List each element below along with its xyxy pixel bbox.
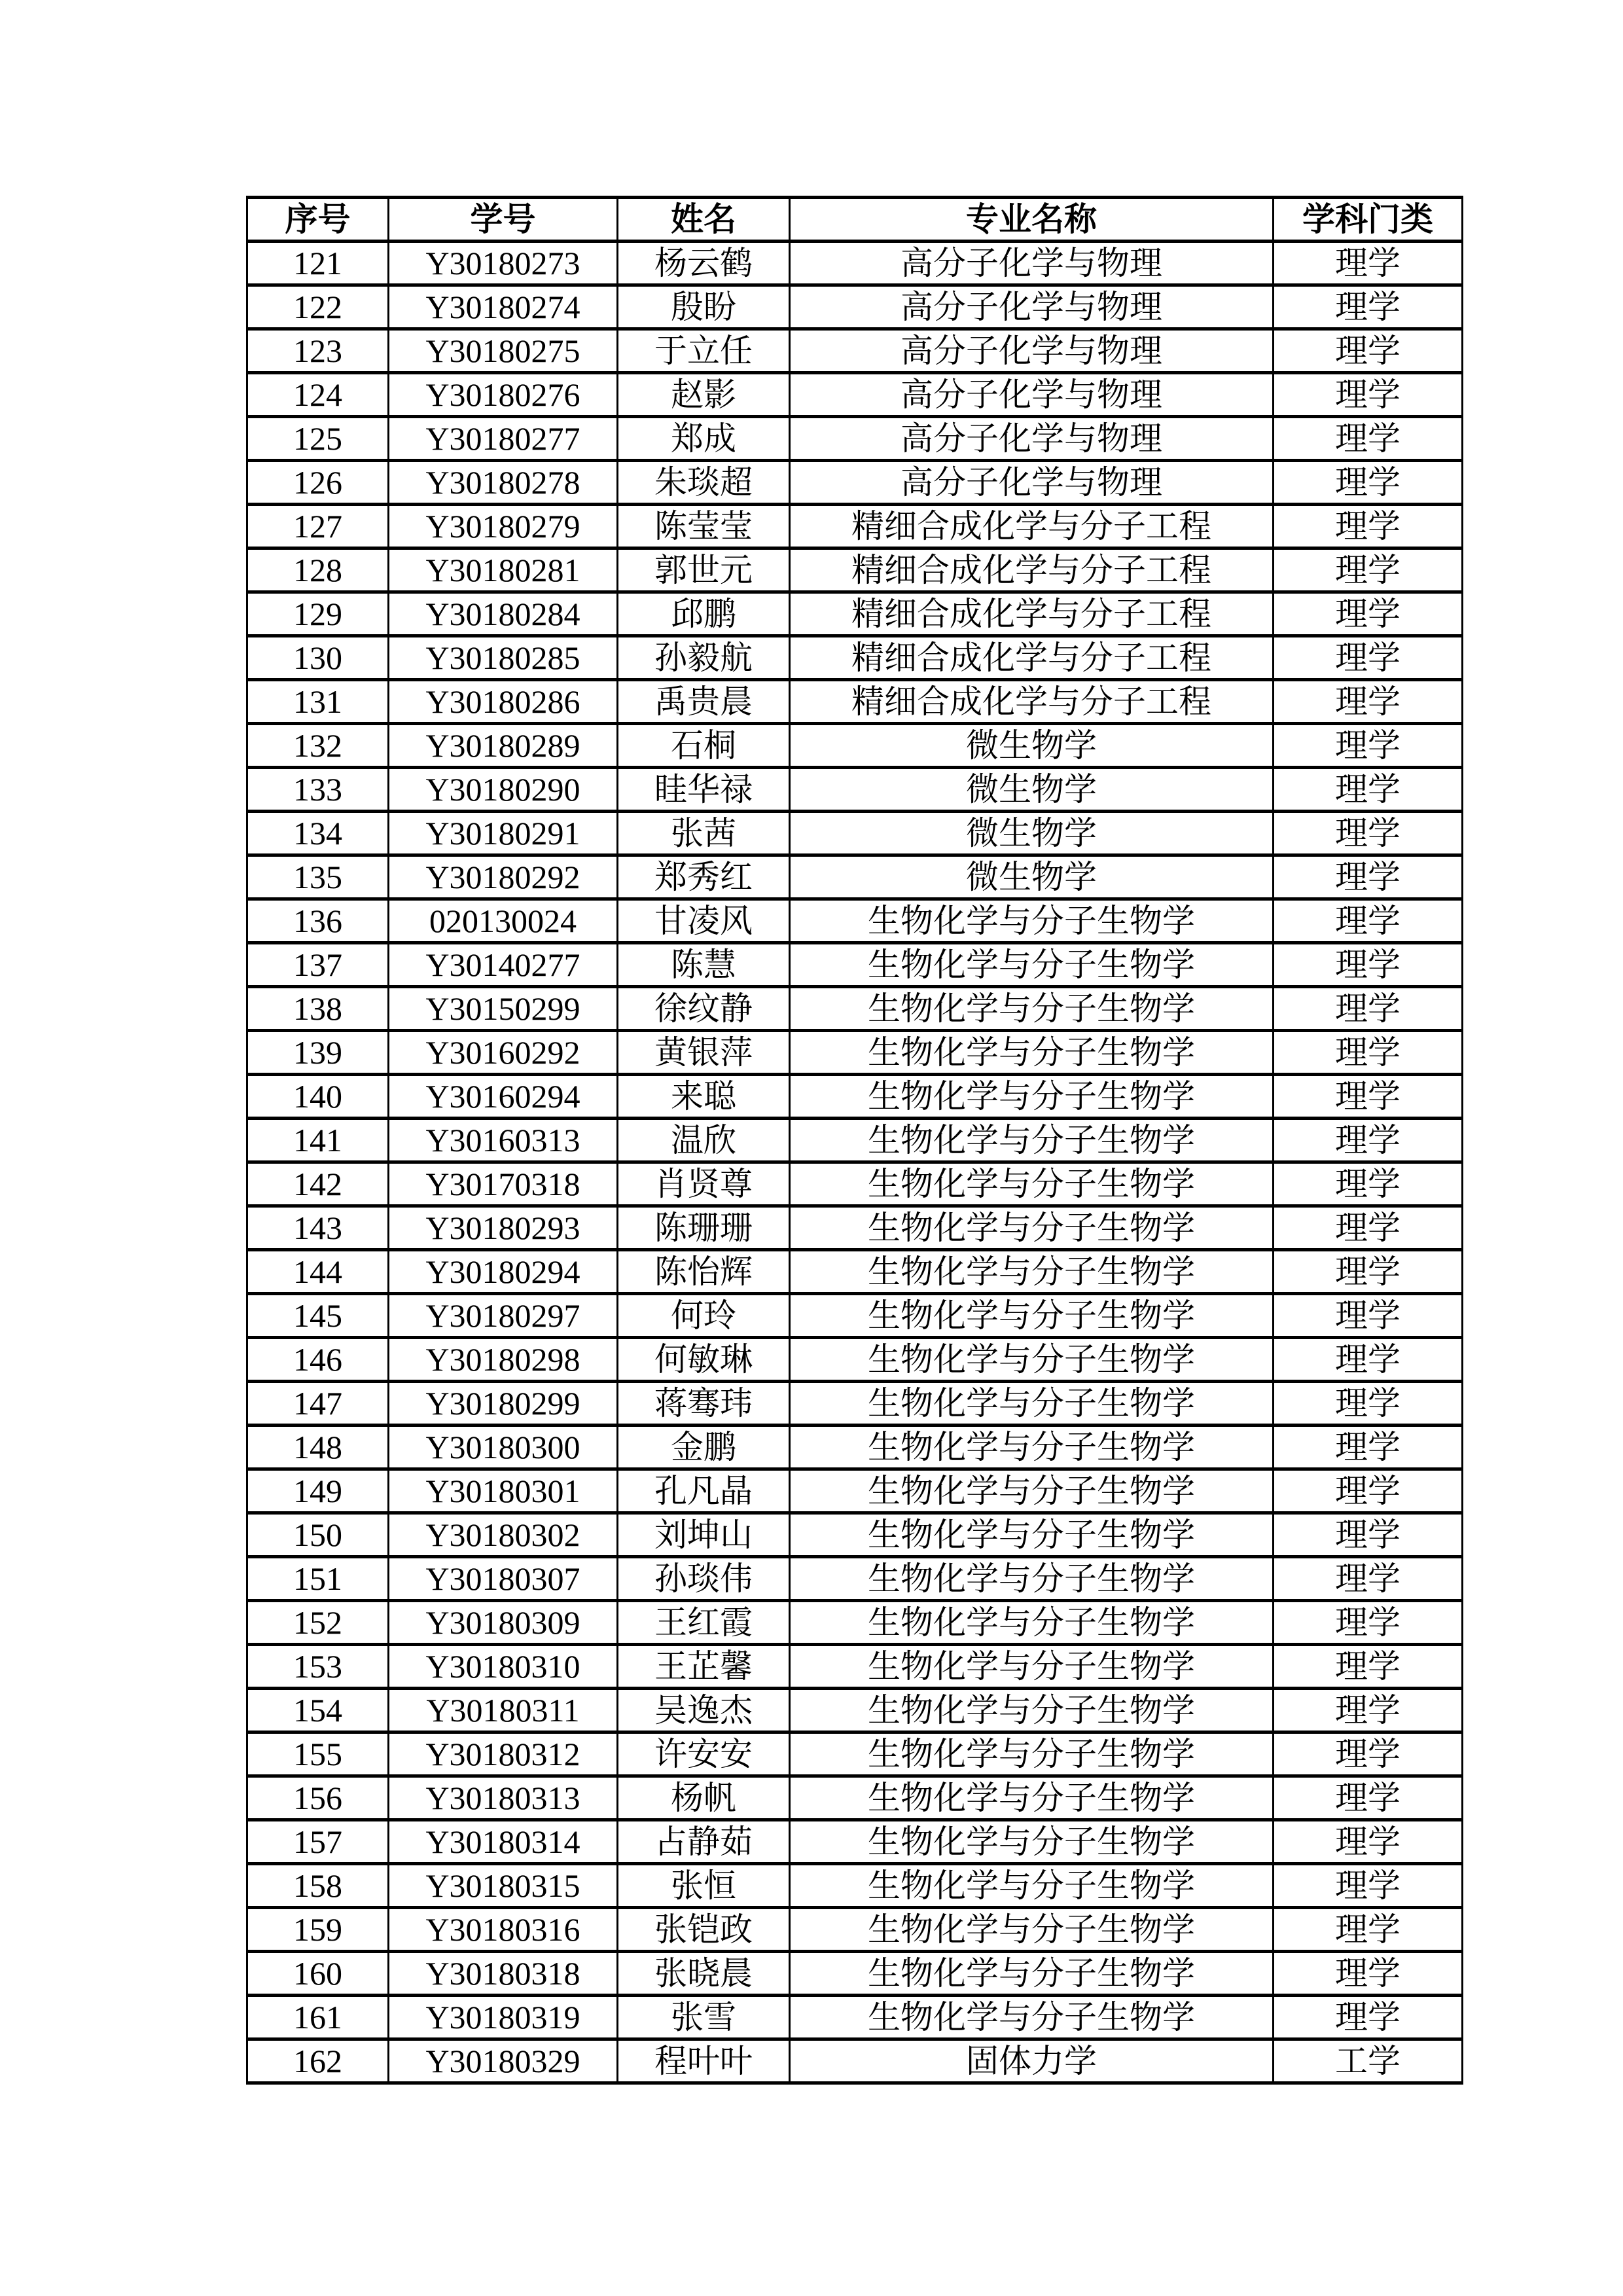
cell-name: 王红霞 bbox=[618, 1601, 790, 1645]
cell-student-id: Y30160292 bbox=[389, 1031, 618, 1075]
table-row bbox=[247, 329, 1463, 373]
table-row bbox=[247, 373, 1463, 417]
cell-name: 张晓晨 bbox=[618, 1952, 790, 1996]
table-row bbox=[247, 1294, 1463, 1338]
cell-index: 148 bbox=[247, 1426, 389, 1469]
table-row bbox=[247, 1250, 1463, 1294]
cell-index: 131 bbox=[247, 680, 389, 724]
cell-discipline: 理学 bbox=[1274, 1645, 1463, 1689]
cell-student-id: Y30180310 bbox=[389, 1645, 618, 1689]
table-row bbox=[247, 812, 1463, 855]
cell-index: 122 bbox=[247, 285, 389, 329]
cell-name: 孙琰伟 bbox=[618, 1557, 790, 1601]
table-row bbox=[247, 1996, 1463, 2039]
cell-student-id: Y30140277 bbox=[389, 943, 618, 987]
cell-student-id: Y30180275 bbox=[389, 329, 618, 373]
cell-index: 126 bbox=[247, 461, 389, 505]
cell-major: 精细合成化学与分子工程 bbox=[790, 592, 1274, 636]
table-row bbox=[247, 1119, 1463, 1162]
cell-name: 禹贵晨 bbox=[618, 680, 790, 724]
cell-discipline: 理学 bbox=[1274, 461, 1463, 505]
table-row bbox=[247, 724, 1463, 768]
cell-student-id: Y30180276 bbox=[389, 373, 618, 417]
cell-discipline: 理学 bbox=[1274, 1294, 1463, 1338]
cell-name: 赵影 bbox=[618, 373, 790, 417]
cell-major: 精细合成化学与分子工程 bbox=[790, 505, 1274, 548]
cell-discipline: 理学 bbox=[1274, 1206, 1463, 1250]
col-header-student-id: 学号 bbox=[389, 198, 618, 242]
cell-discipline: 理学 bbox=[1274, 417, 1463, 461]
cell-name: 徐纹静 bbox=[618, 987, 790, 1031]
cell-student-id: Y30180273 bbox=[389, 242, 618, 285]
table-row bbox=[247, 1206, 1463, 1250]
cell-student-id: Y30180274 bbox=[389, 285, 618, 329]
table-row bbox=[247, 636, 1463, 680]
cell-index: 137 bbox=[247, 943, 389, 987]
cell-name: 于立任 bbox=[618, 329, 790, 373]
cell-index: 143 bbox=[247, 1206, 389, 1250]
cell-discipline: 理学 bbox=[1274, 1513, 1463, 1557]
cell-student-id: Y30180329 bbox=[389, 2039, 618, 2083]
cell-index: 128 bbox=[247, 548, 389, 592]
cell-major: 生物化学与分子生物学 bbox=[790, 1031, 1274, 1075]
cell-student-id: Y30180300 bbox=[389, 1426, 618, 1469]
cell-discipline: 理学 bbox=[1274, 680, 1463, 724]
cell-name: 殷盼 bbox=[618, 285, 790, 329]
cell-student-id: Y30180298 bbox=[389, 1338, 618, 1382]
table-row bbox=[247, 1645, 1463, 1689]
cell-major: 微生物学 bbox=[790, 724, 1274, 768]
cell-index: 150 bbox=[247, 1513, 389, 1557]
cell-name: 肖贤尊 bbox=[618, 1162, 790, 1206]
cell-name: 占静茹 bbox=[618, 1820, 790, 1864]
cell-index: 151 bbox=[247, 1557, 389, 1601]
table-row bbox=[247, 899, 1463, 943]
cell-major: 生物化学与分子生物学 bbox=[790, 1162, 1274, 1206]
cell-discipline: 理学 bbox=[1274, 899, 1463, 943]
cell-discipline: 理学 bbox=[1274, 812, 1463, 855]
col-header-discipline: 学科门类 bbox=[1274, 198, 1463, 242]
table-row bbox=[247, 1908, 1463, 1952]
cell-name: 刘坤山 bbox=[618, 1513, 790, 1557]
cell-name: 邱鹏 bbox=[618, 592, 790, 636]
header-row bbox=[247, 198, 1463, 242]
table-row bbox=[247, 1952, 1463, 1996]
cell-major: 生物化学与分子生物学 bbox=[790, 1645, 1274, 1689]
cell-student-id: Y30180301 bbox=[389, 1469, 618, 1513]
cell-student-id: Y30180292 bbox=[389, 855, 618, 899]
cell-discipline: 理学 bbox=[1274, 1426, 1463, 1469]
student-table bbox=[246, 196, 1463, 2085]
cell-name: 张铠政 bbox=[618, 1908, 790, 1952]
cell-discipline: 工学 bbox=[1274, 2039, 1463, 2083]
cell-student-id: Y30180297 bbox=[389, 1294, 618, 1338]
cell-name: 石桐 bbox=[618, 724, 790, 768]
cell-student-id: Y30180291 bbox=[389, 812, 618, 855]
cell-student-id: Y30180285 bbox=[389, 636, 618, 680]
cell-index: 124 bbox=[247, 373, 389, 417]
cell-index: 145 bbox=[247, 1294, 389, 1338]
cell-major: 生物化学与分子生物学 bbox=[790, 1206, 1274, 1250]
cell-index: 142 bbox=[247, 1162, 389, 1206]
cell-student-id: Y30180293 bbox=[389, 1206, 618, 1250]
cell-major: 高分子化学与物理 bbox=[790, 329, 1274, 373]
cell-major: 生物化学与分子生物学 bbox=[790, 1776, 1274, 1820]
cell-major: 生物化学与分子生物学 bbox=[790, 1908, 1274, 1952]
table-row bbox=[247, 417, 1463, 461]
cell-student-id: Y30150299 bbox=[389, 987, 618, 1031]
cell-index: 152 bbox=[247, 1601, 389, 1645]
cell-discipline: 理学 bbox=[1274, 855, 1463, 899]
cell-name: 杨云鹤 bbox=[618, 242, 790, 285]
cell-name: 何敏琳 bbox=[618, 1338, 790, 1382]
cell-index: 130 bbox=[247, 636, 389, 680]
cell-major: 生物化学与分子生物学 bbox=[790, 1557, 1274, 1601]
cell-major: 生物化学与分子生物学 bbox=[790, 1601, 1274, 1645]
table-row bbox=[247, 592, 1463, 636]
cell-discipline: 理学 bbox=[1274, 1075, 1463, 1119]
cell-discipline: 理学 bbox=[1274, 1031, 1463, 1075]
table-row bbox=[247, 768, 1463, 812]
cell-index: 160 bbox=[247, 1952, 389, 1996]
cell-major: 微生物学 bbox=[790, 812, 1274, 855]
table-row bbox=[247, 1513, 1463, 1557]
cell-index: 155 bbox=[247, 1732, 389, 1776]
cell-discipline: 理学 bbox=[1274, 1119, 1463, 1162]
cell-discipline: 理学 bbox=[1274, 1776, 1463, 1820]
cell-major: 微生物学 bbox=[790, 855, 1274, 899]
cell-discipline: 理学 bbox=[1274, 987, 1463, 1031]
cell-major: 生物化学与分子生物学 bbox=[790, 1864, 1274, 1908]
cell-major: 精细合成化学与分子工程 bbox=[790, 636, 1274, 680]
cell-student-id: Y30180312 bbox=[389, 1732, 618, 1776]
cell-student-id: Y30160294 bbox=[389, 1075, 618, 1119]
cell-discipline: 理学 bbox=[1274, 724, 1463, 768]
table-row bbox=[247, 1864, 1463, 1908]
cell-name: 蒋骞玮 bbox=[618, 1382, 790, 1426]
cell-discipline: 理学 bbox=[1274, 943, 1463, 987]
cell-name: 张茜 bbox=[618, 812, 790, 855]
cell-student-id: Y30180279 bbox=[389, 505, 618, 548]
cell-name: 孙毅航 bbox=[618, 636, 790, 680]
cell-major: 生物化学与分子生物学 bbox=[790, 1996, 1274, 2039]
cell-discipline: 理学 bbox=[1274, 1996, 1463, 2039]
cell-name: 甘凌风 bbox=[618, 899, 790, 943]
cell-index: 141 bbox=[247, 1119, 389, 1162]
cell-major: 高分子化学与物理 bbox=[790, 373, 1274, 417]
cell-index: 133 bbox=[247, 768, 389, 812]
cell-student-id: Y30180318 bbox=[389, 1952, 618, 1996]
cell-major: 固体力学 bbox=[790, 2039, 1274, 2083]
cell-name: 眭华禄 bbox=[618, 768, 790, 812]
cell-student-id: Y30180316 bbox=[389, 1908, 618, 1952]
cell-index: 129 bbox=[247, 592, 389, 636]
cell-name: 郑成 bbox=[618, 417, 790, 461]
cell-major: 生物化学与分子生物学 bbox=[790, 1513, 1274, 1557]
table-row bbox=[247, 1776, 1463, 1820]
student-table-header bbox=[247, 198, 1463, 242]
cell-major: 生物化学与分子生物学 bbox=[790, 1382, 1274, 1426]
cell-major: 生物化学与分子生物学 bbox=[790, 1820, 1274, 1864]
cell-discipline: 理学 bbox=[1274, 373, 1463, 417]
table-row bbox=[247, 285, 1463, 329]
table-row bbox=[247, 1338, 1463, 1382]
table-row bbox=[247, 987, 1463, 1031]
cell-index: 135 bbox=[247, 855, 389, 899]
cell-major: 生物化学与分子生物学 bbox=[790, 1294, 1274, 1338]
cell-major: 生物化学与分子生物学 bbox=[790, 1250, 1274, 1294]
cell-discipline: 理学 bbox=[1274, 242, 1463, 285]
cell-name: 郑秀红 bbox=[618, 855, 790, 899]
cell-index: 157 bbox=[247, 1820, 389, 1864]
cell-name: 何玲 bbox=[618, 1294, 790, 1338]
cell-name: 朱琰超 bbox=[618, 461, 790, 505]
cell-index: 144 bbox=[247, 1250, 389, 1294]
cell-discipline: 理学 bbox=[1274, 1908, 1463, 1952]
table-row bbox=[247, 1601, 1463, 1645]
cell-student-id: Y30180302 bbox=[389, 1513, 618, 1557]
cell-student-id: Y30180309 bbox=[389, 1601, 618, 1645]
table-row bbox=[247, 1557, 1463, 1601]
cell-major: 高分子化学与物理 bbox=[790, 461, 1274, 505]
cell-index: 147 bbox=[247, 1382, 389, 1426]
cell-major: 微生物学 bbox=[790, 768, 1274, 812]
cell-major: 精细合成化学与分子工程 bbox=[790, 548, 1274, 592]
cell-index: 127 bbox=[247, 505, 389, 548]
cell-discipline: 理学 bbox=[1274, 1864, 1463, 1908]
cell-name: 来聪 bbox=[618, 1075, 790, 1119]
col-header-name: 姓名 bbox=[618, 198, 790, 242]
cell-index: 125 bbox=[247, 417, 389, 461]
cell-discipline: 理学 bbox=[1274, 1689, 1463, 1732]
cell-major: 生物化学与分子生物学 bbox=[790, 899, 1274, 943]
cell-name: 杨帆 bbox=[618, 1776, 790, 1820]
cell-name: 王芷馨 bbox=[618, 1645, 790, 1689]
table-row bbox=[247, 1469, 1463, 1513]
cell-major: 生物化学与分子生物学 bbox=[790, 943, 1274, 987]
cell-major: 生物化学与分子生物学 bbox=[790, 1338, 1274, 1382]
cell-student-id: Y30180311 bbox=[389, 1689, 618, 1732]
cell-name: 张雪 bbox=[618, 1996, 790, 2039]
cell-student-id: Y30180281 bbox=[389, 548, 618, 592]
cell-index: 162 bbox=[247, 2039, 389, 2083]
cell-index: 123 bbox=[247, 329, 389, 373]
cell-discipline: 理学 bbox=[1274, 505, 1463, 548]
cell-student-id: Y30180299 bbox=[389, 1382, 618, 1426]
cell-index: 134 bbox=[247, 812, 389, 855]
cell-student-id: Y30180286 bbox=[389, 680, 618, 724]
table-row bbox=[247, 1820, 1463, 1864]
table-row bbox=[247, 1075, 1463, 1119]
cell-student-id: Y30180289 bbox=[389, 724, 618, 768]
cell-name: 郭世元 bbox=[618, 548, 790, 592]
cell-name: 陈莹莹 bbox=[618, 505, 790, 548]
cell-student-id: Y30180319 bbox=[389, 1996, 618, 2039]
cell-major: 生物化学与分子生物学 bbox=[790, 1952, 1274, 1996]
cell-student-id: Y30180294 bbox=[389, 1250, 618, 1294]
col-header-index: 序号 bbox=[247, 198, 389, 242]
cell-major: 生物化学与分子生物学 bbox=[790, 1426, 1274, 1469]
cell-index: 136 bbox=[247, 899, 389, 943]
cell-discipline: 理学 bbox=[1274, 1732, 1463, 1776]
cell-discipline: 理学 bbox=[1274, 768, 1463, 812]
cell-major: 高分子化学与物理 bbox=[790, 242, 1274, 285]
cell-student-id: Y30180315 bbox=[389, 1864, 618, 1908]
cell-discipline: 理学 bbox=[1274, 1952, 1463, 1996]
cell-name: 许安安 bbox=[618, 1732, 790, 1776]
cell-student-id: Y30180314 bbox=[389, 1820, 618, 1864]
table-row bbox=[247, 548, 1463, 592]
cell-index: 153 bbox=[247, 1645, 389, 1689]
cell-discipline: 理学 bbox=[1274, 548, 1463, 592]
cell-discipline: 理学 bbox=[1274, 1601, 1463, 1645]
cell-student-id: Y30180278 bbox=[389, 461, 618, 505]
cell-index: 158 bbox=[247, 1864, 389, 1908]
table-row bbox=[247, 943, 1463, 987]
cell-index: 149 bbox=[247, 1469, 389, 1513]
cell-discipline: 理学 bbox=[1274, 1338, 1463, 1382]
cell-major: 生物化学与分子生物学 bbox=[790, 987, 1274, 1031]
cell-index: 156 bbox=[247, 1776, 389, 1820]
cell-major: 高分子化学与物理 bbox=[790, 285, 1274, 329]
cell-name: 程叶叶 bbox=[618, 2039, 790, 2083]
cell-discipline: 理学 bbox=[1274, 636, 1463, 680]
cell-name: 张恒 bbox=[618, 1864, 790, 1908]
table-row bbox=[247, 505, 1463, 548]
col-header-major: 专业名称 bbox=[790, 198, 1274, 242]
cell-discipline: 理学 bbox=[1274, 1820, 1463, 1864]
cell-major: 高分子化学与物理 bbox=[790, 417, 1274, 461]
cell-major: 生物化学与分子生物学 bbox=[790, 1119, 1274, 1162]
table-row bbox=[247, 1732, 1463, 1776]
cell-name: 吴逸杰 bbox=[618, 1689, 790, 1732]
cell-major: 生物化学与分子生物学 bbox=[790, 1075, 1274, 1119]
cell-student-id: Y30180284 bbox=[389, 592, 618, 636]
cell-name: 陈慧 bbox=[618, 943, 790, 987]
cell-student-id: Y30180290 bbox=[389, 768, 618, 812]
cell-student-id: Y30180307 bbox=[389, 1557, 618, 1601]
cell-student-id: Y30160313 bbox=[389, 1119, 618, 1162]
cell-name: 温欣 bbox=[618, 1119, 790, 1162]
cell-index: 138 bbox=[247, 987, 389, 1031]
cell-discipline: 理学 bbox=[1274, 285, 1463, 329]
table-row bbox=[247, 680, 1463, 724]
table-row bbox=[247, 1162, 1463, 1206]
cell-index: 154 bbox=[247, 1689, 389, 1732]
cell-index: 146 bbox=[247, 1338, 389, 1382]
cell-index: 159 bbox=[247, 1908, 389, 1952]
cell-major: 生物化学与分子生物学 bbox=[790, 1469, 1274, 1513]
table-row bbox=[247, 1031, 1463, 1075]
cell-discipline: 理学 bbox=[1274, 1469, 1463, 1513]
cell-index: 121 bbox=[247, 242, 389, 285]
cell-student-id: Y30180313 bbox=[389, 1776, 618, 1820]
cell-student-id: 020130024 bbox=[389, 899, 618, 943]
student-table-body bbox=[247, 242, 1463, 2083]
cell-discipline: 理学 bbox=[1274, 1162, 1463, 1206]
cell-major: 精细合成化学与分子工程 bbox=[790, 680, 1274, 724]
cell-name: 陈怡辉 bbox=[618, 1250, 790, 1294]
table-row bbox=[247, 1426, 1463, 1469]
cell-discipline: 理学 bbox=[1274, 1250, 1463, 1294]
table-row bbox=[247, 1689, 1463, 1732]
cell-name: 陈珊珊 bbox=[618, 1206, 790, 1250]
cell-name: 黄银萍 bbox=[618, 1031, 790, 1075]
table-row bbox=[247, 2039, 1463, 2083]
cell-index: 132 bbox=[247, 724, 389, 768]
cell-index: 161 bbox=[247, 1996, 389, 2039]
cell-major: 生物化学与分子生物学 bbox=[790, 1732, 1274, 1776]
cell-discipline: 理学 bbox=[1274, 1382, 1463, 1426]
cell-index: 139 bbox=[247, 1031, 389, 1075]
cell-discipline: 理学 bbox=[1274, 1557, 1463, 1601]
cell-student-id: Y30180277 bbox=[389, 417, 618, 461]
table-row bbox=[247, 1382, 1463, 1426]
cell-discipline: 理学 bbox=[1274, 329, 1463, 373]
cell-name: 孔凡晶 bbox=[618, 1469, 790, 1513]
cell-major: 生物化学与分子生物学 bbox=[790, 1689, 1274, 1732]
table-row bbox=[247, 461, 1463, 505]
cell-student-id: Y30170318 bbox=[389, 1162, 618, 1206]
cell-index: 140 bbox=[247, 1075, 389, 1119]
cell-name: 金鹏 bbox=[618, 1426, 790, 1469]
table-row bbox=[247, 242, 1463, 285]
cell-discipline: 理学 bbox=[1274, 592, 1463, 636]
table-row bbox=[247, 855, 1463, 899]
